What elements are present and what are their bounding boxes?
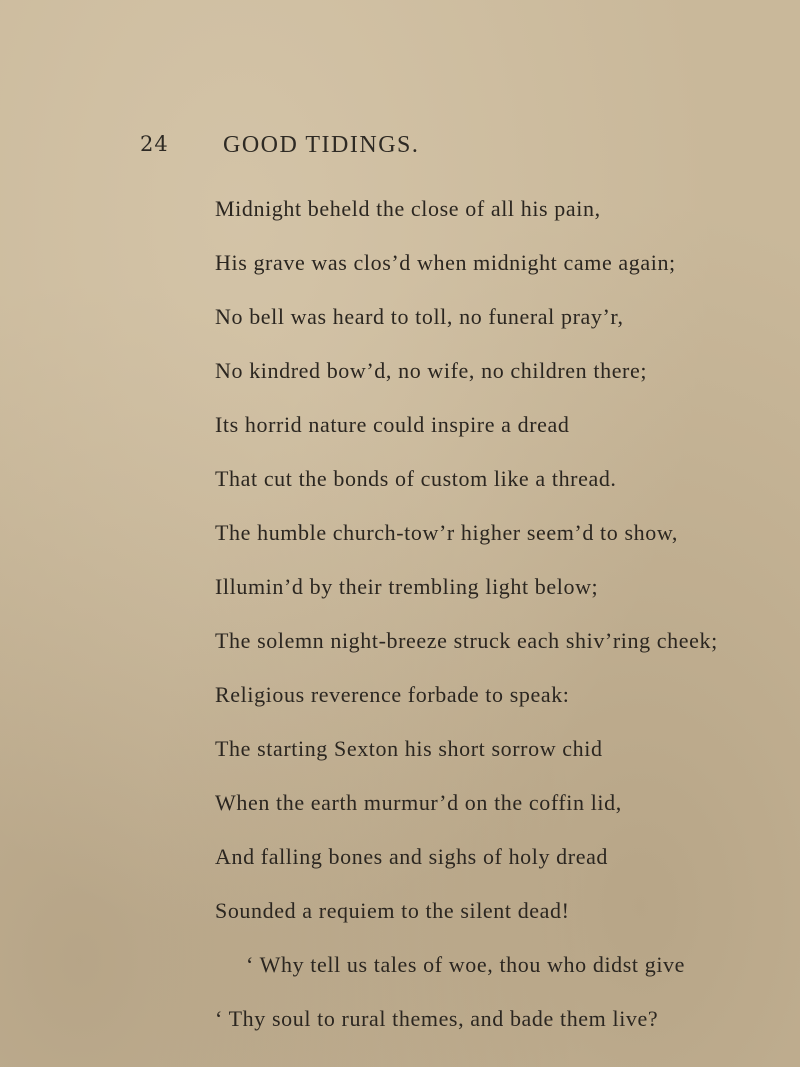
poem-line: Religious reverence forbade to speak: xyxy=(215,682,570,707)
poem-line: The humble church-tow’r higher seem’d to show, xyxy=(215,520,678,545)
poem-line: ‘ Thy soul to rural themes, and bade them live? xyxy=(215,1006,659,1031)
page-number: 24 xyxy=(140,132,169,156)
poem-line: ‘ Why tell us tales of woe, thou who didst give xyxy=(246,952,686,977)
poem-line: That cut the bonds of custom like a thread. xyxy=(215,466,617,491)
poem-line: No bell was heard to toll, no funeral pray’r, xyxy=(215,304,624,329)
poem-line: No kindred bow’d, no wife, no children there; xyxy=(215,358,648,383)
poem-line: The starting Sexton his short sorrow chid xyxy=(215,736,603,761)
poem-line: Midnight beheld the close of all his pain, xyxy=(215,196,601,221)
poem-line: When the earth murmur’d on the coffin lid, xyxy=(215,790,622,815)
poem-line: Illumin’d by their trembling light below; xyxy=(215,574,599,599)
running-head: GOOD TIDINGS. xyxy=(223,132,420,158)
poem-line: Its horrid nature could inspire a dread xyxy=(215,412,570,437)
poem-line: And falling bones and sighs of holy dread xyxy=(215,844,609,869)
poem-line: Sounded a requiem to the silent dead! xyxy=(215,898,570,923)
poem-line: His grave was clos’d when midnight came again; xyxy=(215,250,676,275)
poem-line: The solemn night-breeze struck each shiv’ring cheek; xyxy=(215,628,718,653)
